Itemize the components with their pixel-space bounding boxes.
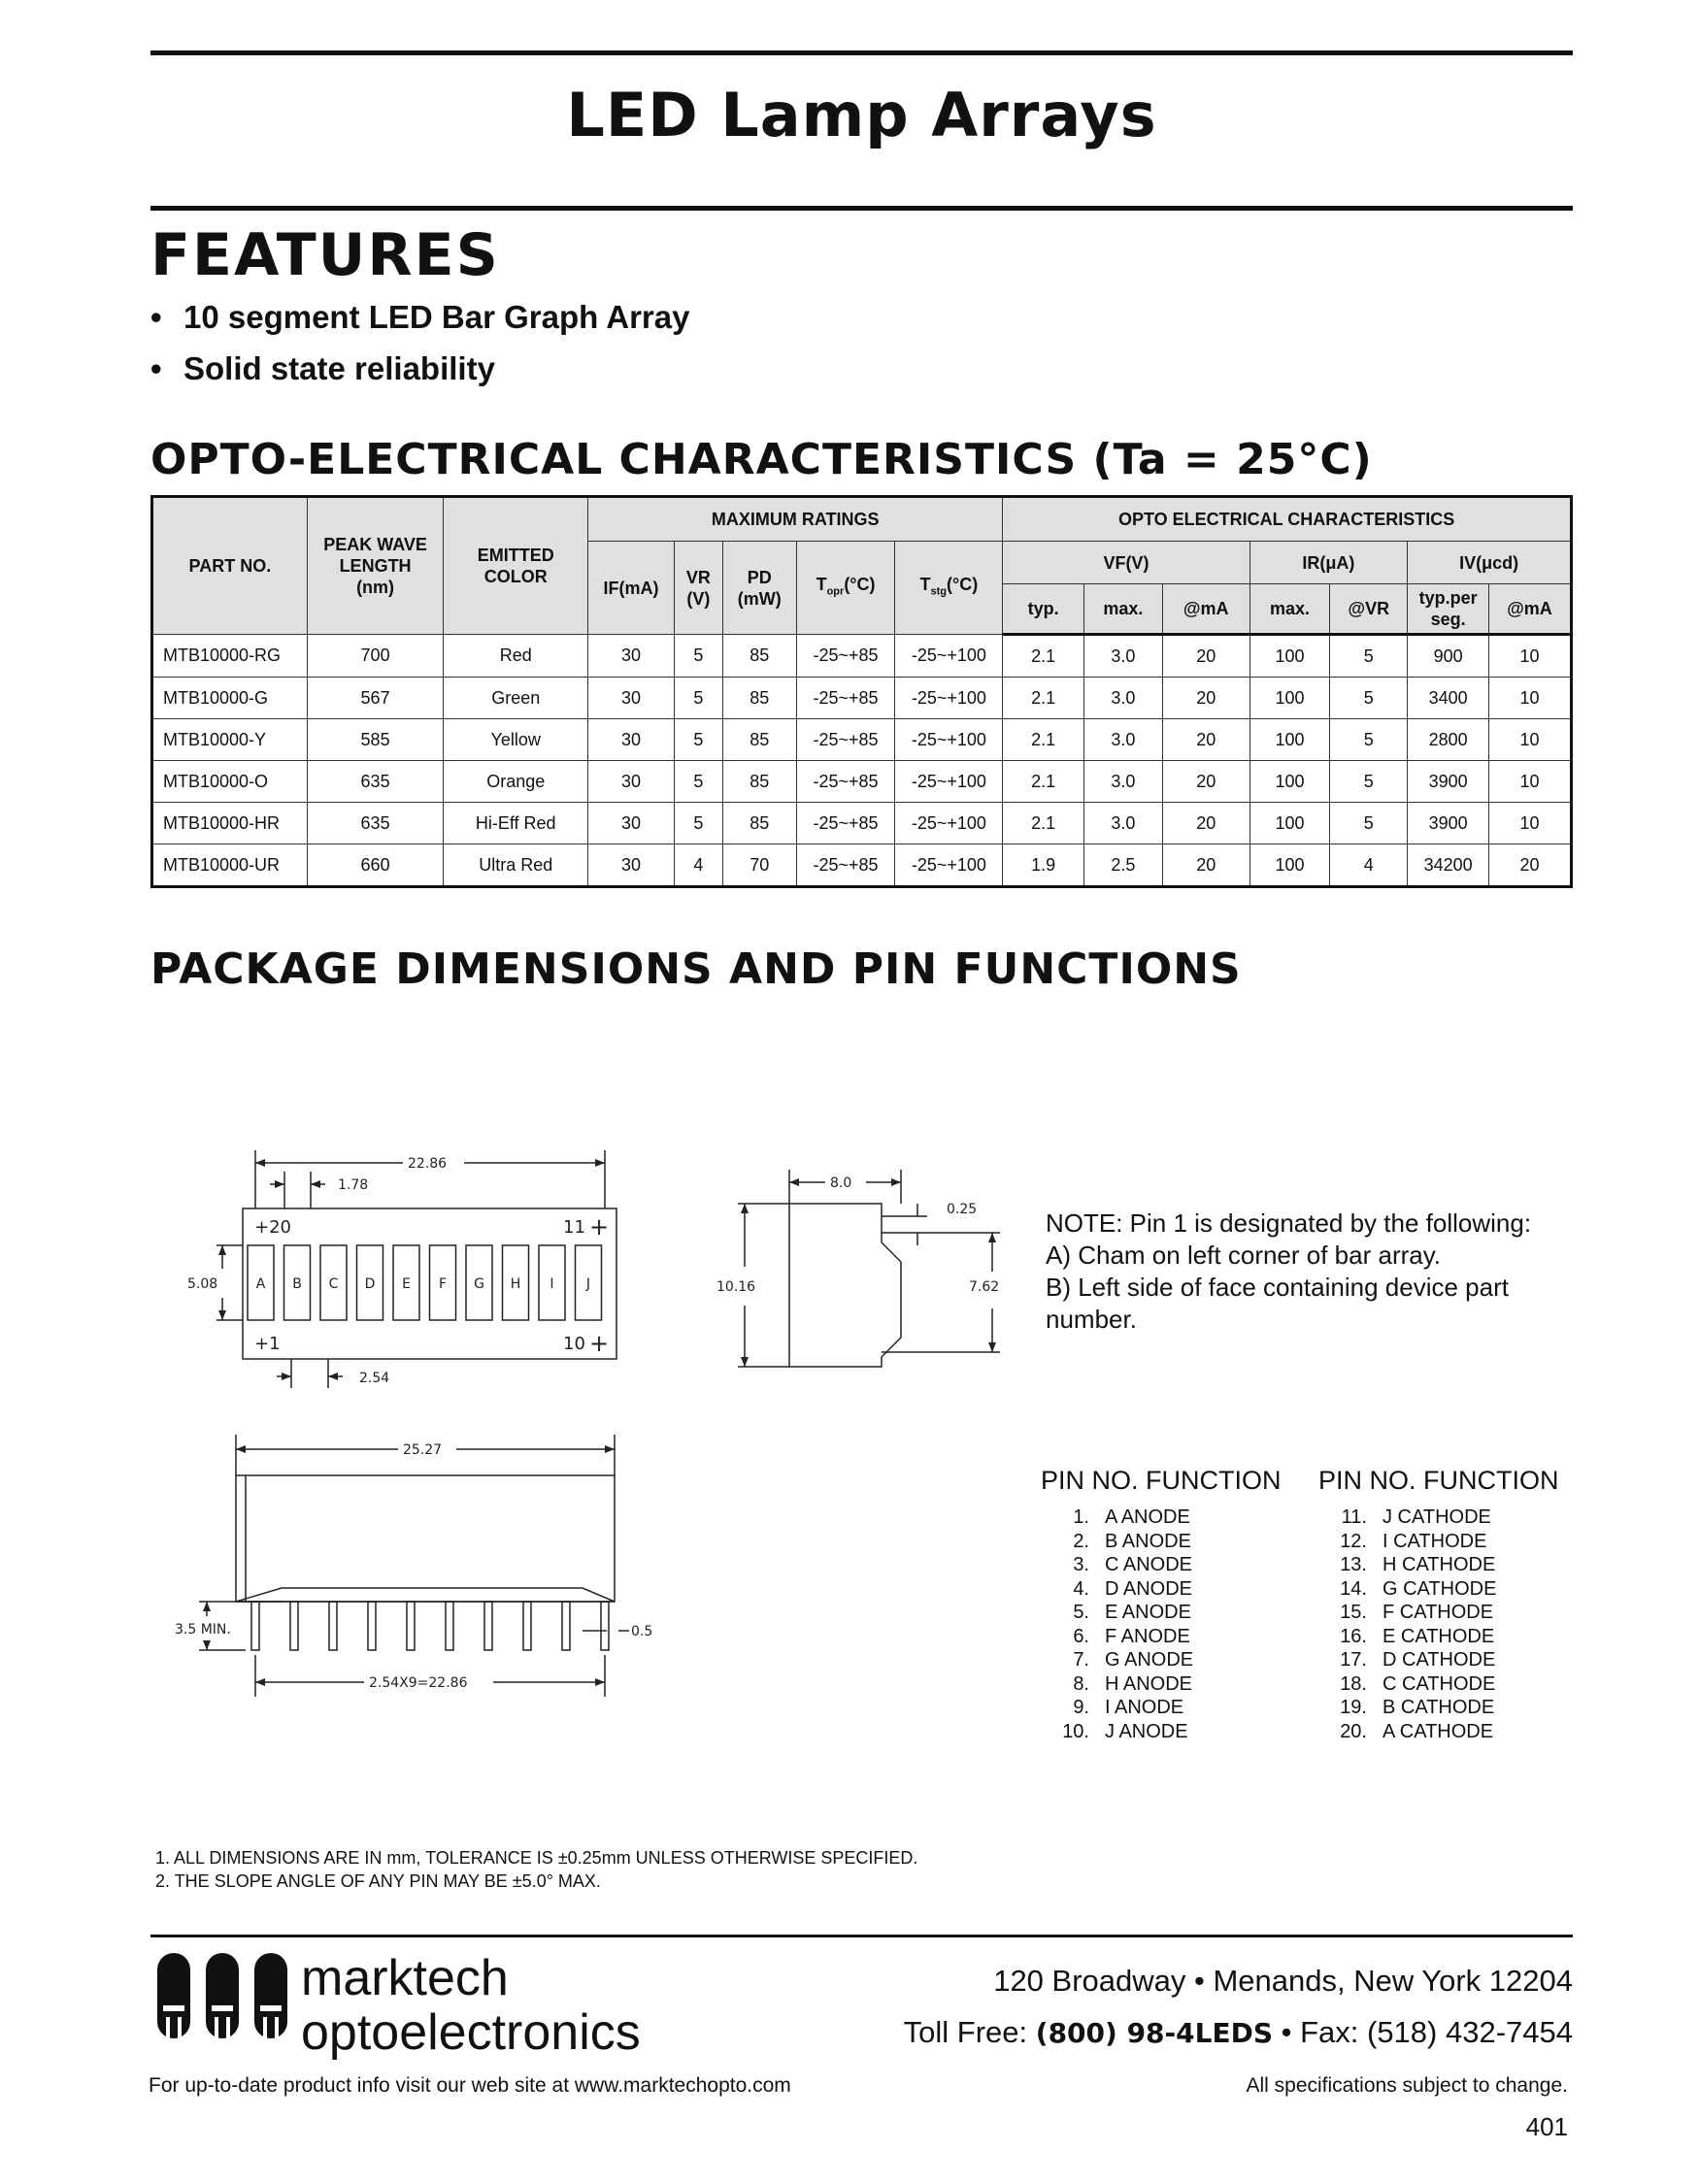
pin-row [1318, 1530, 1559, 1554]
header-emitted-color: EMITTED COLOR [444, 497, 588, 635]
table-cell: 20 [1162, 761, 1249, 803]
segment-label: A [255, 1276, 266, 1292]
table-cell: 10 [1489, 678, 1572, 719]
pin-function: D CATHODE [1383, 1649, 1496, 1671]
table-cell: Ultra Red [444, 844, 588, 887]
table-cell: 10 [1489, 635, 1572, 678]
table-cell: 2.1 [1003, 635, 1084, 678]
table-cell: 5 [674, 719, 722, 761]
company-phone: Toll Free: (800) 98-4LEDS • Fax: (518) 432-7454 [903, 2015, 1573, 2049]
table-cell: 30 [588, 635, 675, 678]
package-pin [446, 1602, 453, 1650]
pin-list-left [1041, 1466, 1282, 1743]
table-cell: 700 [307, 635, 444, 678]
table-cell: -25~+100 [895, 844, 1003, 887]
pin-label-20: +20 [254, 1217, 291, 1238]
dim-height: 5.08 [187, 1276, 218, 1292]
table-cell: 5 [1330, 803, 1408, 844]
table-cell: 10 [1489, 719, 1572, 761]
header-vr: VR (V) [674, 542, 722, 635]
table-cell: 85 [722, 761, 796, 803]
table-cell: 567 [307, 678, 444, 719]
pin-function: G ANODE [1105, 1649, 1194, 1671]
pin-note: NOTE: Pin 1 is designated by the following: A) Cham on left corner of bar array. B) Left side of face containing device part number. [1046, 1208, 1532, 1334]
footnote: 1. ALL DIMENSIONS ARE IN mm, TOLERANCE IS ±0.25mm UNLESS OTHERWISE SPECIFIED. [155, 1848, 918, 1868]
table-cell: Green [444, 678, 588, 719]
package-pin [290, 1602, 298, 1650]
header-vf: VF(V) [1003, 542, 1249, 584]
table-cell: 20 [1162, 803, 1249, 844]
header-opto-characteristics: OPTO ELECTRICAL CHARACTERISTICS [1003, 497, 1572, 542]
table-cell: 100 [1249, 678, 1330, 719]
pin-list-right [1318, 1466, 1559, 1743]
pin-function: A ANODE [1105, 1506, 1190, 1528]
pin-function: I ANODE [1105, 1697, 1184, 1718]
disclaimer: All specifications subject to change. [1246, 2074, 1568, 2097]
pin-number: 13. [1340, 1554, 1367, 1575]
pin-row [1041, 1601, 1282, 1625]
footnote: 2. THE SLOPE ANGLE OF ANY PIN MAY BE ±5.0° MAX. [155, 1871, 601, 1891]
table-cell: 100 [1249, 761, 1330, 803]
pin-row [1318, 1696, 1559, 1720]
header-peak-wave: PEAK WAVE LENGTH (nm) [307, 497, 444, 635]
dim-side-height: 10.16 [716, 1279, 756, 1295]
pin-row [1041, 1506, 1282, 1530]
segment-label: J [585, 1276, 591, 1292]
table-cell: 2.5 [1084, 844, 1163, 887]
table-cell: MTB10000-Y [152, 719, 308, 761]
table-cell: 3.0 [1084, 761, 1163, 803]
package-pin [368, 1602, 376, 1650]
header-if: IF(mA) [588, 542, 675, 635]
segment-label: B [292, 1276, 302, 1292]
table-cell: 2.1 [1003, 761, 1084, 803]
dim-pin-width: 0.5 [631, 1624, 653, 1639]
package-heading: PACKAGE DIMENSIONS AND PIN FUNCTIONS [150, 944, 1242, 994]
dim-pitch-top: 1.78 [338, 1177, 369, 1193]
pin-number: 6. [1073, 1625, 1089, 1647]
table-cell: MTB10000-UR [152, 844, 308, 887]
pin-number: 18. [1340, 1672, 1367, 1695]
table-cell: 30 [588, 844, 675, 887]
table-cell: 2.1 [1003, 678, 1084, 719]
table-cell: 3900 [1408, 761, 1489, 803]
pin-row [1318, 1672, 1559, 1697]
header-ir: IR(μA) [1249, 542, 1408, 584]
pin-function: G CATHODE [1383, 1577, 1497, 1600]
pin-function: J CATHODE [1383, 1506, 1491, 1528]
pin-list-header: PIN NO. FUNCTION [1318, 1466, 1559, 1495]
table-cell: 1.9 [1003, 844, 1084, 887]
table-cell: 85 [722, 803, 796, 844]
pin-row [1041, 1553, 1282, 1577]
package-pin [484, 1602, 492, 1650]
package-pin [251, 1602, 259, 1650]
pin-number: 12. [1340, 1530, 1367, 1552]
pin-number: 3. [1073, 1554, 1089, 1575]
pin-row [1041, 1696, 1282, 1720]
table-cell: Red [444, 635, 588, 678]
segment-label: F [438, 1276, 448, 1292]
pin-number: 2. [1073, 1530, 1089, 1552]
header-ir-max: max. [1249, 584, 1330, 635]
table-cell: 85 [722, 678, 796, 719]
feature-item: • 10 segment LED Bar Graph Array [150, 299, 690, 335]
table-cell: 100 [1249, 719, 1330, 761]
pin-row [1041, 1577, 1282, 1602]
pin-row [1318, 1648, 1559, 1672]
table-cell: MTB10000-RG [152, 635, 308, 678]
header-iv: IV(μcd) [1408, 542, 1572, 584]
segment-label: G [474, 1276, 484, 1292]
table-cell: -25~+100 [895, 761, 1003, 803]
table-cell: 635 [307, 761, 444, 803]
table-cell: -25~+100 [895, 635, 1003, 678]
header-iv-ma: @mA [1489, 584, 1572, 635]
pin-function: B ANODE [1105, 1530, 1191, 1552]
table-cell: -25~+85 [796, 803, 895, 844]
table-cell: -25~+85 [796, 844, 895, 887]
pin-row [1041, 1648, 1282, 1672]
segment-label: C [328, 1276, 339, 1292]
header-topr: $T_{opr}(^\circ C)$ [796, 542, 895, 635]
table-cell: 100 [1249, 635, 1330, 678]
company-address: 120 Broadway • Menands, New York 12204 [993, 1964, 1573, 1998]
plus-icon: + [589, 1213, 610, 1241]
table-cell: -25~+85 [796, 719, 895, 761]
pin-function: I CATHODE [1383, 1530, 1487, 1552]
table-cell: 5 [1330, 719, 1408, 761]
dim-width-total: 22.86 [408, 1156, 448, 1172]
feature-item: • Solid state reliability [150, 350, 495, 386]
pin-number: 9. [1073, 1697, 1089, 1718]
segment-label: H [510, 1276, 521, 1292]
table-cell: 30 [588, 761, 675, 803]
header-maximum-ratings: MAXIMUM RATINGS [588, 497, 1003, 542]
pin-number: 11. [1341, 1506, 1367, 1528]
table-cell: MTB10000-O [152, 761, 308, 803]
package-pin [601, 1602, 609, 1650]
pin-number: 1. [1073, 1506, 1089, 1528]
header-ir-vr: @VR [1330, 584, 1408, 635]
header-pd: PD (mW) [722, 542, 796, 635]
table-cell: 900 [1408, 635, 1489, 678]
pin-function: C ANODE [1105, 1554, 1193, 1575]
dim-side-inner: 7.62 [969, 1279, 1000, 1295]
table-cell: 20 [1162, 719, 1249, 761]
table-cell: 85 [722, 719, 796, 761]
header-iv-typ: typ.per seg. [1408, 584, 1489, 635]
dim-side-pin: 0.25 [947, 1202, 978, 1217]
table-cell: -25~+100 [895, 719, 1003, 761]
table-cell: Yellow [444, 719, 588, 761]
table-cell: -25~+85 [796, 761, 895, 803]
header-vf-ma: @mA [1162, 584, 1249, 635]
page-number: 401 [1525, 2112, 1568, 2141]
table-cell: 5 [1330, 678, 1408, 719]
package-pin [523, 1602, 531, 1650]
segment-label: I [550, 1276, 554, 1292]
table-cell: 30 [588, 678, 675, 719]
table-cell: 34200 [1408, 844, 1489, 887]
table-cell: 5 [1330, 761, 1408, 803]
pin-function: H CATHODE [1383, 1554, 1496, 1575]
table-cell: 585 [307, 719, 444, 761]
dim-pin-length: 3.5 MIN. [175, 1622, 231, 1638]
pin-row [1318, 1720, 1559, 1744]
table-cell: 30 [588, 719, 675, 761]
pin-row [1318, 1601, 1559, 1625]
package-pin [329, 1602, 337, 1650]
header-vf-max: max. [1084, 584, 1163, 635]
pin-function: D ANODE [1105, 1577, 1193, 1600]
pin-number: 4. [1073, 1577, 1089, 1600]
dim-side-width: 8.0 [830, 1175, 852, 1191]
table-cell: 100 [1249, 803, 1330, 844]
pin-number: 15. [1340, 1602, 1367, 1623]
pin-row [1318, 1625, 1559, 1649]
table-cell: Orange [444, 761, 588, 803]
pin-function: A CATHODE [1383, 1720, 1494, 1742]
table-cell: 20 [1162, 678, 1249, 719]
plus-icon: + [589, 1330, 610, 1357]
table-cell: 30 [588, 803, 675, 844]
pin-number: 10. [1062, 1720, 1089, 1742]
pin-function: F CATHODE [1383, 1602, 1494, 1623]
pin-label-10: 10 [563, 1334, 585, 1354]
table-cell: 3.0 [1084, 719, 1163, 761]
table-cell: Hi-Eff Red [444, 803, 588, 844]
table-cell: 85 [722, 635, 796, 678]
pin-number: 17. [1340, 1649, 1367, 1671]
table-cell: 70 [722, 844, 796, 887]
pin-number: 8. [1073, 1672, 1089, 1695]
table-cell: 3.0 [1084, 635, 1163, 678]
table-cell: 10 [1489, 803, 1572, 844]
page-title: LED Lamp Arrays [566, 80, 1157, 150]
table-cell: 100 [1249, 844, 1330, 887]
pin-function: C CATHODE [1383, 1672, 1496, 1695]
table-cell: 4 [1330, 844, 1408, 887]
table-cell: -25~+85 [796, 678, 895, 719]
package-pin [407, 1602, 415, 1650]
pin-row [1041, 1530, 1282, 1554]
table-cell: 5 [674, 635, 722, 678]
table-cell: 5 [674, 803, 722, 844]
brand-name: marktech optoelectronics [301, 1950, 641, 2061]
table-cell: 3.0 [1084, 803, 1163, 844]
table-cell: 5 [674, 678, 722, 719]
pin-function: E ANODE [1105, 1602, 1191, 1623]
pin-row [1041, 1672, 1282, 1697]
table-cell: 20 [1489, 844, 1572, 887]
pin-number: 20. [1340, 1720, 1367, 1742]
table-cell: -25~+100 [895, 803, 1003, 844]
table-cell: -25~+85 [796, 635, 895, 678]
pin-number: 5. [1073, 1602, 1089, 1623]
table-cell: 10 [1489, 761, 1572, 803]
table-cell: MTB10000-HR [152, 803, 308, 844]
table-cell: 5 [1330, 635, 1408, 678]
pin-function: E CATHODE [1383, 1625, 1495, 1647]
table-cell: 20 [1162, 635, 1249, 678]
pin-group [251, 1602, 609, 1650]
opto-heading: OPTO-ELECTRICAL CHARACTERISTICS (Ta = 25°C) [150, 435, 1373, 484]
segment-label: D [364, 1276, 376, 1292]
pin-row [1041, 1720, 1282, 1744]
website-note: For up-to-date product info visit our web site at www.marktechopto.com [149, 2074, 791, 2097]
dim-pitch-bottom: 2.54 [359, 1371, 390, 1386]
pin-label-11: 11 [563, 1217, 585, 1238]
pin-function: J ANODE [1105, 1720, 1188, 1742]
table-cell: 3.0 [1084, 678, 1163, 719]
pin-number: 14. [1340, 1577, 1367, 1600]
header-part-no: PART NO. [152, 497, 308, 635]
pin-function: F ANODE [1105, 1625, 1190, 1647]
pin-number: 16. [1340, 1625, 1367, 1647]
dim-pin-span: 2.54X9=22.86 [369, 1675, 468, 1691]
table-cell: 20 [1162, 844, 1249, 887]
pin-row [1318, 1506, 1559, 1530]
package-pin [562, 1602, 570, 1650]
pin-list-header: PIN NO. FUNCTION [1041, 1466, 1282, 1495]
table-cell: 660 [307, 844, 444, 887]
header-tstg: $T_{stg}(^\circ C)$ [895, 542, 1003, 635]
table-cell: 5 [674, 761, 722, 803]
pin-row [1318, 1577, 1559, 1602]
segment-group [248, 1245, 602, 1320]
pin-row [1041, 1625, 1282, 1649]
pin-number: 7. [1073, 1649, 1089, 1671]
pin-row [1318, 1553, 1559, 1577]
table-cell: 3900 [1408, 803, 1489, 844]
table-cell: 635 [307, 803, 444, 844]
header-vf-typ: typ. [1003, 584, 1084, 635]
table-cell: -25~+100 [895, 678, 1003, 719]
table-cell: 2.1 [1003, 803, 1084, 844]
table-cell: 2800 [1408, 719, 1489, 761]
pin-function: H ANODE [1105, 1672, 1193, 1695]
pin-label-1: +1 [254, 1334, 281, 1354]
table-cell: 4 [674, 844, 722, 887]
table-cell: MTB10000-G [152, 678, 308, 719]
segment-label: E [402, 1276, 411, 1292]
features-heading: FEATURES [150, 221, 500, 289]
marktech-logo [155, 1953, 296, 2040]
dim-bottom-length: 25.27 [403, 1442, 443, 1458]
table-cell: 2.1 [1003, 719, 1084, 761]
table-cell: 3400 [1408, 678, 1489, 719]
pin-number: 19. [1340, 1697, 1367, 1718]
pin-function: B CATHODE [1383, 1697, 1495, 1718]
